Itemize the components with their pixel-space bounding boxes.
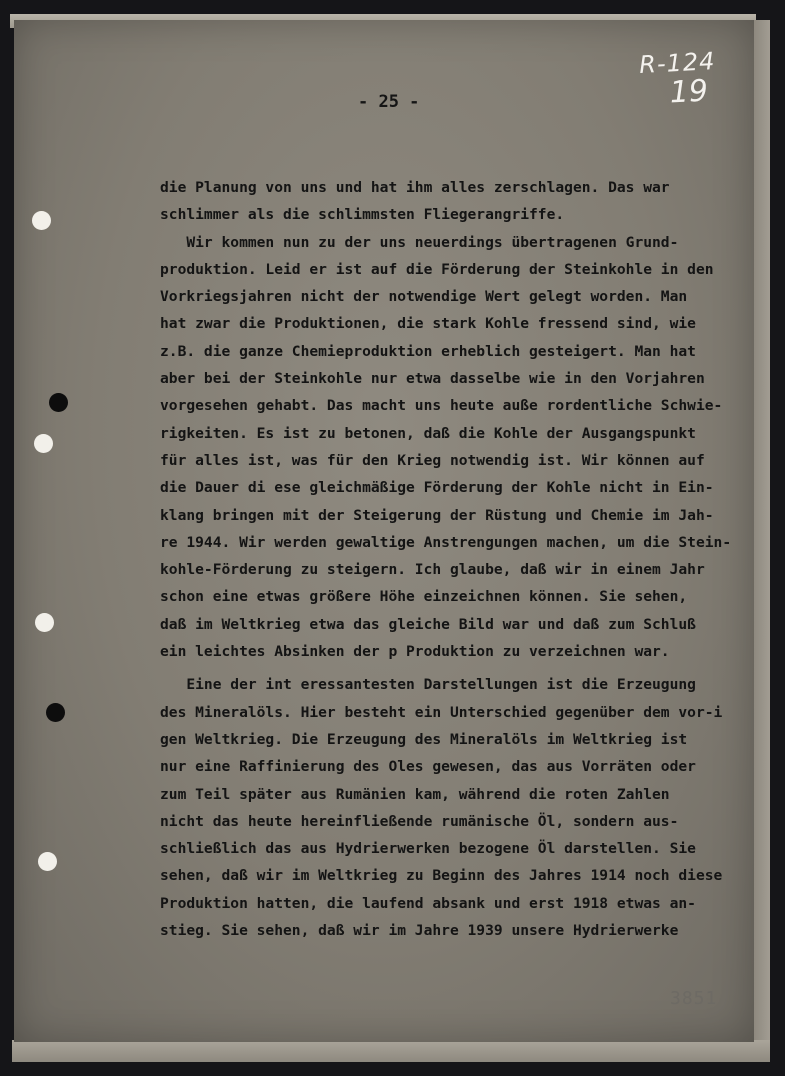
- text-line: schlimmer als die schlimmsten Fliegerangriffe.: [160, 206, 565, 224]
- text-line: rigkeiten. Es ist zu betonen, daß die Kohle der Ausgangspunkt: [160, 424, 696, 442]
- text-line: gen Weltkrieg. Die Erzeugung des Mineralöls im Weltkrieg ist: [160, 730, 688, 748]
- text-line: nur eine Raffinierung des Oles gewesen, das aus Vorräten oder: [160, 758, 696, 776]
- page-edge-right: [752, 20, 770, 1050]
- text-line: nicht das heute hereinfließende rumänische Öl, sondern aus-: [160, 812, 679, 830]
- text-line: Eine der int eressantesten Darstellungen ist die Erzeugung: [160, 676, 696, 694]
- text-line: produktion. Leid er ist auf die Förderung der Steinkohle in den: [160, 260, 714, 278]
- text-line: hat zwar die Produktionen, die stark Kohle fressend sind, wie: [160, 315, 696, 333]
- text-line: schließlich das aus Hydrierwerken bezogene Öl darstellen. Sie: [160, 840, 696, 858]
- punch-hole: [32, 211, 51, 230]
- text-line: daß im Weltkrieg etwa das gleiche Bild war und daß zum Schluß: [160, 615, 696, 633]
- annotation-line-1: R-124: [638, 47, 717, 79]
- text-line: für alles ist, was für den Krieg notwendig ist. Wir können auf: [160, 451, 705, 469]
- text-line: des Mineralöls. Hier besteht ein Unterschied gegenüber dem vor-i: [160, 703, 723, 721]
- text-line: sehen, daß wir im Weltkrieg zu Beginn des Jahres 1914 noch diese: [160, 867, 723, 885]
- text-line: Vorkriegsjahren nicht der notwendige Wert gelegt worden. Man: [160, 288, 688, 306]
- punch-hole: [38, 852, 57, 871]
- text-line: Produktion hatten, die laufend absank und erst 1918 etwas an-: [160, 894, 696, 912]
- text-line: Wir kommen nun zu der uns neuerdings übertragenen Grund-: [160, 233, 679, 251]
- text-line: schon eine etwas größere Höhe einzeichnen können. Sie sehen,: [160, 588, 688, 606]
- text-line: vorgesehen gehabt. Das macht uns heute auße rordentliche Schwie-: [160, 397, 723, 415]
- annotation-line-2: 19: [668, 73, 709, 111]
- punch-hole: [34, 434, 53, 453]
- text-line: klang bringen mit der Steigerung der Rüstung und Chemie im Jah-: [160, 506, 714, 524]
- text-line: kohle-Förderung zu steigern. Ich glaube, daß wir in einem Jahr: [160, 561, 705, 579]
- text-line: aber bei der Steinkohle nur etwa dasselbe wie in den Vorjahren: [160, 370, 705, 388]
- archive-stamp-number: 3851: [670, 988, 718, 1009]
- text-line: die Dauer di ese gleichmäßige Förderung der Kohle nicht in Ein-: [160, 479, 714, 497]
- page-number: - 25 -: [358, 92, 420, 112]
- text-line: stieg. Sie sehen, daß wir im Jahre 1939 unsere Hydrierwerke: [160, 922, 679, 940]
- page-edge-bottom: [12, 1040, 770, 1062]
- text-line: z.B. die ganze Chemieproduktion erheblich gesteigert. Man hat: [160, 342, 696, 360]
- text-line: ein leichtes Absinken der p Produktion zu verzeichnen war.: [160, 643, 670, 661]
- text-line: die Planung von uns und hat ihm alles zerschlagen. Das war: [160, 179, 670, 196]
- punch-hole: [46, 703, 65, 722]
- punch-hole: [49, 393, 68, 412]
- text-line: re 1944. Wir werden gewaltige Anstrengungen machen, um die Stein-: [160, 533, 732, 551]
- typewritten-body: [160, 174, 750, 944]
- text-line: zum Teil später aus Rumänien kam, während die roten Zahlen: [160, 785, 670, 803]
- handwritten-annotation: [638, 46, 717, 110]
- punch-hole: [35, 613, 54, 632]
